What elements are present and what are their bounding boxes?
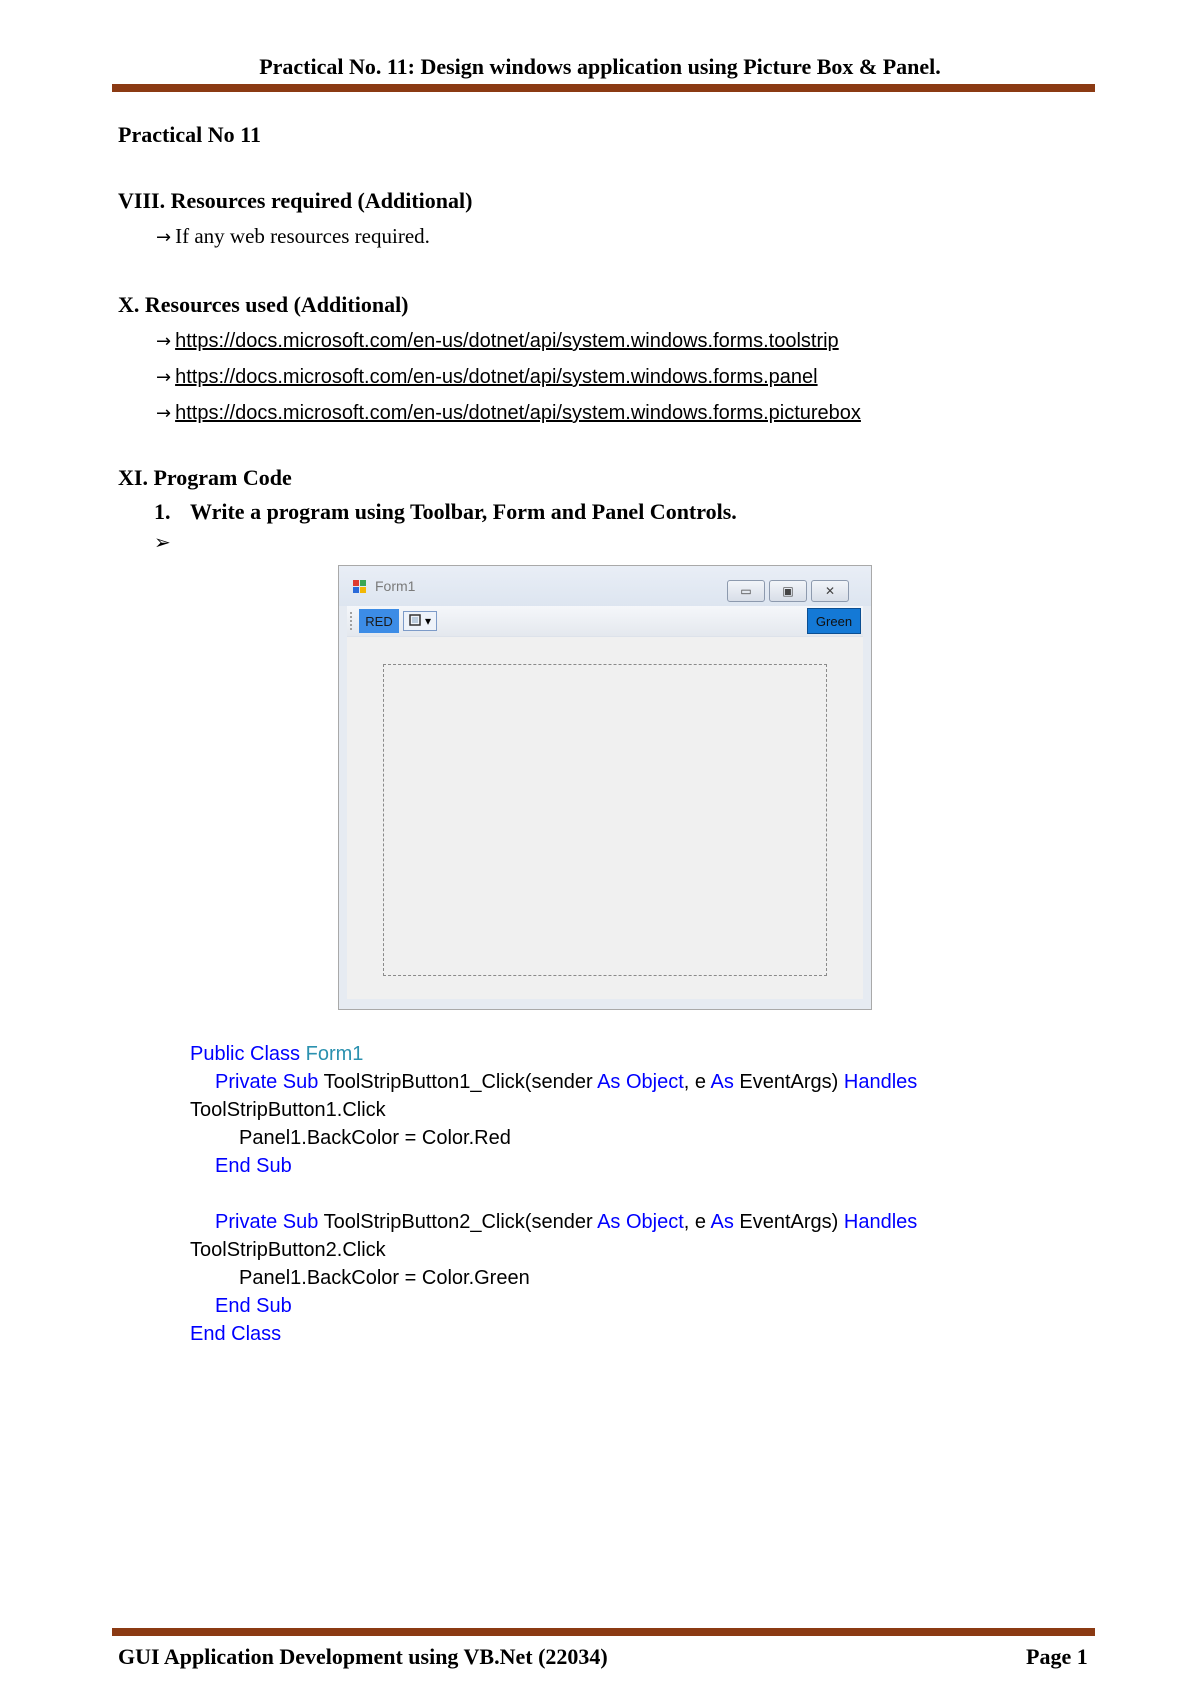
footer-rule	[112, 1628, 1095, 1636]
window-title: Form1	[375, 578, 416, 594]
arrow-icon: →	[156, 403, 172, 424]
code-line-5: End Sub	[215, 1155, 292, 1177]
picturebox-docs-link[interactable]: https://docs.microsoft.com/en-us/dotnet/api/system.windows.forms.picturebox	[175, 402, 861, 424]
form1-window-screenshot	[338, 565, 872, 1010]
arrow-icon: →	[156, 367, 172, 388]
maximize-button[interactable]: ▣	[769, 580, 807, 602]
green-toolstrip-button[interactable]: Green	[807, 608, 861, 634]
footer-course-title: GUI Application Development using VB.Net (22034)	[118, 1644, 608, 1669]
footer-page-number: Page 1	[1026, 1644, 1088, 1669]
resource-link-row	[156, 328, 839, 353]
toolstrip-dropdown[interactable]	[403, 611, 437, 631]
chevron-down-icon: ▾	[424, 614, 432, 628]
section-xi-heading: XI. Program Code	[118, 465, 292, 490]
code-line-1: Public Class Form1	[190, 1043, 364, 1065]
toolstrip	[347, 606, 863, 637]
arrow-icon: →	[156, 227, 172, 248]
panel-docs-link[interactable]: https://docs.microsoft.com/en-us/dotnet/api/system.windows.forms.panel	[175, 366, 818, 388]
close-button[interactable]: ✕	[811, 580, 849, 602]
code-line-3: ToolStripButton1.Click	[190, 1099, 386, 1121]
section-x-heading: X. Resources used (Additional)	[118, 292, 409, 317]
question-number: 1.	[154, 499, 171, 524]
code-line-4: Panel1.BackColor = Color.Red	[239, 1127, 511, 1149]
window-titlebar	[339, 566, 871, 606]
app-icon	[353, 580, 367, 594]
image-placeholder-icon	[409, 614, 421, 629]
code-line-9: End Sub	[215, 1295, 292, 1317]
red-toolstrip-button[interactable]: RED	[359, 609, 399, 633]
code-line-10: End Class	[190, 1323, 282, 1345]
code-line-6: Private Sub ToolStripButton2_Click(sender As Object, e As EventArgs) Handles	[215, 1211, 918, 1233]
form-client-area	[347, 637, 863, 999]
practical-heading: Practical No 11	[118, 122, 261, 147]
code-line-2: Private Sub ToolStripButton1_Click(sender As Object, e As EventArgs) Handles	[215, 1071, 918, 1093]
section-viii-item: → If any web resources required.	[156, 224, 430, 248]
resource-link-row	[156, 364, 818, 389]
resource-link-row	[156, 400, 861, 425]
section-viii-heading: VIII. Resources required (Additional)	[118, 188, 473, 213]
panel1	[383, 664, 827, 976]
toolstrip-docs-link[interactable]: https://docs.microsoft.com/en-us/dotnet/api/system.windows.forms.toolstrip	[175, 330, 839, 352]
code-line-7: ToolStripButton2.Click	[190, 1239, 386, 1261]
arrow-icon: →	[156, 331, 172, 352]
question-text: Write a program using Toolbar, Form and Panel Controls.	[190, 499, 737, 524]
code-line-8: Panel1.BackColor = Color.Green	[239, 1267, 530, 1289]
minimize-button[interactable]: ▭	[727, 580, 765, 602]
answer-marker-icon: ➢	[154, 530, 171, 554]
toolstrip-grip-icon[interactable]	[350, 612, 354, 630]
page-header-title: Practical No. 11: Design windows application using Picture Box & Panel.	[259, 54, 941, 79]
header-rule	[112, 84, 1095, 92]
